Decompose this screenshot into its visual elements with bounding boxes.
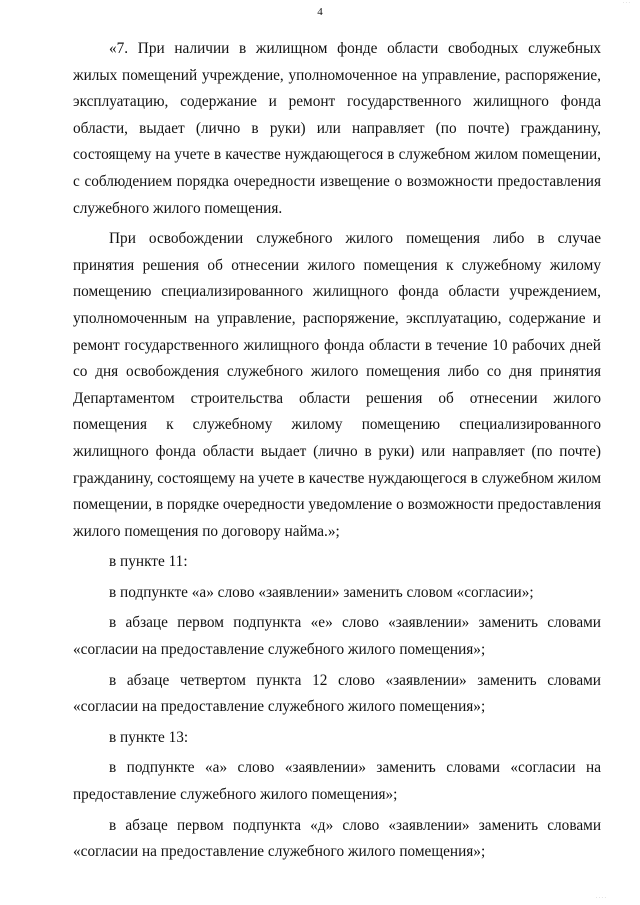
paragraph-vacancy-notice: При освобождении служебного жилого помещения либо в случае принятия решения об отнесении жилого помещения к служебному жилому помещению специализированного жилищного фонда области учреждением, уполномоченным на управление, распоряжение, эксплуатацию, содержание и ремонт государственного жилищного фонда области в течение 10 рабочих дней со дня освобождения служебного жилого помещения либо со дня принятия Департаментом строительства области решения об отнесении жилого помещения к служебному жилому помещению специализированного жилищного фонда области выдает (лично в руки) или направляет (по почте) гражданину, состоящему на учете в качестве нуждающегося в служебном жилом помещении, в порядке очередности уведомление о возможности предоставления жилого помещения по договору найма.»;	[73, 230, 601, 540]
document-body	[73, 36, 601, 866]
scan-artifact-mark: · · ·	[622, 1, 630, 6]
amendment-heading-item-13: в пункте 13:	[109, 728, 189, 746]
amendment-subitem-e: в абзаце первом подпункта «е» слово «заявлении» заменить словами «согласии на предоставление служебного жилого помещения»;	[73, 614, 601, 659]
amendment-heading-item-11: в пункте 11:	[109, 553, 188, 571]
paragraph-item-7: «7. При наличии в жилищном фонде области свободных служебных жилых помещений учреждение, уполномоченное на управление, распоряжение, эксплуатацию, содержание и ремонт государственного жилищного фонда области, выдает (лично в руки) или направляет (по почте) гражданину, состоящему на учете в качестве нуждающегося в служебном жилом помещении, с соблюдением порядка очередности извещение о возможности предоставления служебного жилого помещения.	[73, 40, 601, 217]
amendment-item-12: в абзаце четвертом пункта 12 слово «заявлении» заменить словами «согласии на предоставление служебного жилого помещения»;	[73, 671, 601, 716]
scan-artifact-mark-bottom: · · · ·	[595, 896, 606, 901]
page-number: 4	[317, 6, 323, 18]
amendment-item-13-subitem-d: в абзаце первом подпункта «д» слово «заявлении» заменить словами «согласии на предоставление служебного жилого помещения»;	[73, 816, 601, 861]
amendment-subitem-a: в подпункте «а» слово «заявлении» заменить словом «согласии»;	[109, 583, 534, 601]
amendment-item-13-subitem-a: в подпункте «а» слово «заявлении» заменить словами «согласии на предоставление служебного жилого помещения»;	[73, 759, 601, 804]
